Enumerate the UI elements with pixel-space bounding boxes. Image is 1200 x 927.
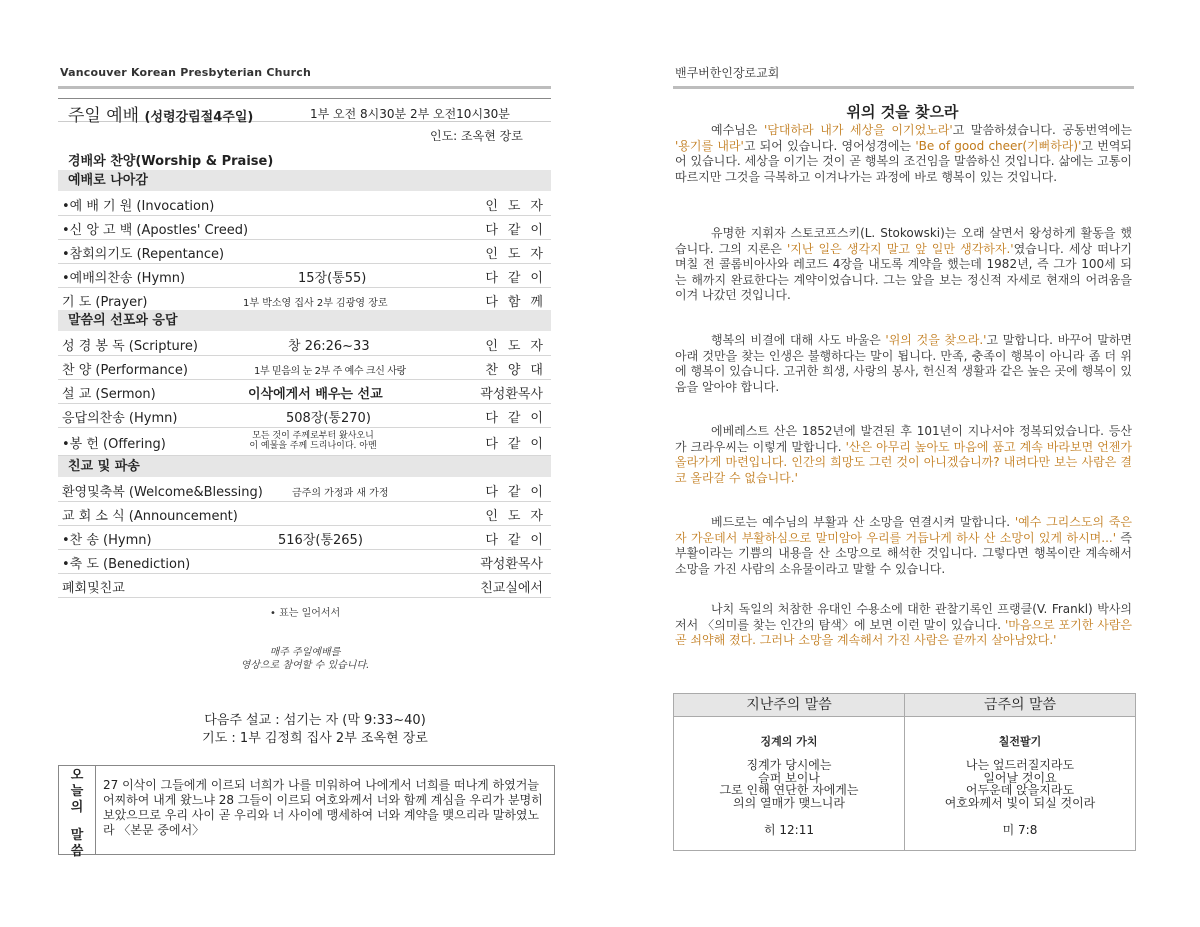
next-sermon: 다음주 설교 : 섬기는 자 (막 9:33~40) [204,713,426,728]
article-paragraph-1: 예수님은 '담대하라 내가 세상을 이기었노라'고 말씀하셨습니다. 공동번역에는 '용기를 내라'고 되어 있습니다. 영어성경에는 'Be of good cheer(기뻐하라)'고 번역되어 있습니다. 세상을 이기는 것이 곧 행복의 조건임을 말씀하신 것입니다. 삶에는 고통이 따르지만 그것을 극복하고 이겨나가는 과정에 바로 행복이 있는 것입니다. [675,123,1133,184]
order-row-hymn-1: •예배의찬송 (Hymn) 15장(통55) 다같이 [58,264,551,288]
last-week-verse-body: 징계가 당시에는 슬퍼 보이나 그로 인해 연단한 자에게는 의의 열매가 맺느니라 [719,758,859,810]
sermon-title: 이삭에게서 배우는 선교 [248,387,383,402]
service-title [68,101,253,126]
order-row-hymn-3: •찬 송 (Hymn) 516장(통265) 다같이 [58,526,551,550]
next-week-info [100,712,530,748]
todays-word-text: 27 이삭이 그들에게 이르되 너희가 나를 미워하여 나에게서 너희를 떠나게 하였거늘 어찌하여 내게 왔느냐 28 그들이 이르되 여호와께서 너와 함께 계심을 우리가 분명히 보았으므로 우리 사이 곧 우리와 너 사이에 맹세하여 너와 계약을 맺으리라 말하였노라 〈본문 중에서〉 [103,778,543,837]
this-week-verse-body: 나는 엎드러질지라도 일어날 것이요 어두운데 앉을지라도 여호와께서 빛이 되실 것이라 [944,758,1096,810]
next-prayer: 기도 : 1부 김정희 집사 2부 조옥현 장로 [202,731,428,746]
video-note: 매주 주일예배를 영상으로 참여할 수 있습니다. [240,647,370,671]
church-name-korean: 밴쿠버한인장로교회 [675,66,780,80]
order-row-invocation: •예 배 기 원 (Invocation) 인도자 [58,192,551,216]
service-subtitle: (성령강림절4주일) [144,110,254,125]
section-worship-praise: 경배와 찬양(Worship & Praise) [68,154,274,169]
this-week-verse-ref: 미 7:8 [1002,823,1038,837]
article-paragraph-4: 에베레스트 산은 1852년에 발견된 후 101년이 지나서야 정복되었습니다. 등산가 크라우씨는 이렇게 말합니다. '산은 아무리 높아도 마음에 품고 계속 바라보면 언젠가 올라가게 마련입니다. 인간의 희망도 그런 것이 아니겠습니까? 내려다만 보는 사람은 결코 올라갈 수 없습니다.' [675,424,1132,485]
last-week-verse-title: 징계의 가치 [760,735,818,748]
order-row-scripture: 성 경 봉 독 (Scripture) 창 26:26~33 인도자 [58,332,551,356]
article-title: 위의 것을 찾으라 [846,103,959,121]
last-week-verse [674,694,905,850]
order-row-announcement: 교 회 소 식 (Announcement) 인도자 [58,502,551,526]
church-name-english: Vancouver Korean Presbyterian Church [60,66,312,79]
order-row-creed: •신 앙 고 백 (Apostles' Creed) 다같이 [58,216,551,240]
order-row-hymn-2: 응답의찬송 (Hymn) 508장(통270) 다같이 [58,404,551,428]
order-row-welcome: 환영및축복 (Welcome&Blessing) 금주의 가정과 새 가정 다같이 [58,478,551,502]
service-times: 1부 오전 8시30분 2부 오전10시30분 [310,107,510,121]
last-week-heading: 지난주의 말씀 [674,694,904,717]
verse-table [673,693,1136,851]
order-row-prayer: 기 도 (Prayer) 1부 박소영 집사 2부 김광영 장로 다함께 [58,288,551,312]
article-paragraph-3: 행복의 비결에 대해 사도 바울은 '위의 것을 찾으라.'고 말합니다. 바꾸어 말하면 아래 것만을 찾는 인생은 불행하다는 말이 됩니다. 만족, 충족이 행복이 아니라 좀 더 위에 행복이 있습니다. 고귀한 희생, 사랑의 봉사, 헌신적 생활과 같은 높은 곳에 행복이 있음을 알아야 합니다. [675,333,1132,394]
right-header-rule [673,86,1134,89]
stand-note: • 표는 일어서서 [270,608,341,619]
section-approach: 예배로 나아감 [58,170,551,191]
article-paragraph-6: 나치 독일의 처참한 유대인 수용소에 대한 관찰기록인 프랭클(V. Frankl) 박사의 저서 〈의미를 찾는 인간의 탐색〉에 보면 이런 말이 있습니다. '마음으로 포기한 사람은 곧 쇠약해 졌다. 그러나 소망을 계속해서 가진 사람은 끝까지 살아남았다.' [675,602,1132,647]
section-fellowship: 친교 및 파송 [58,456,551,477]
todays-word-box [58,765,555,859]
order-row-closing: 폐회및친교 친교실에서 [58,574,551,598]
order-row-performance: 찬 양 (Performance) 1부 믿음의 눈 2부 주 예수 크신 사랑 찬양대 [58,356,551,380]
order-row-benediction: •축 도 (Benediction) 곽성환목사 [58,550,551,574]
order-row-sermon: 설 교 (Sermon) 이삭에게서 배우는 선교 곽성환목사 [58,380,551,404]
this-week-verse [905,694,1135,850]
last-week-verse-ref: 히 12:11 [764,823,814,837]
article-paragraph-2: 유명한 지휘자 스토코프스키(L. Stokowski)는 오래 살면서 왕성하게 활동을 했습니다. 그의 지론은 '지난 일은 생각지 말고 앞 일만 생각하자.'였습니다. 세상 떠나기 며칠 전 콜롬비아사와 레코드 4장을 내도록 계약을 했는데 1982년, 즉 그가 100세 되는 해까지 완료한다는 계약이었습니다. 그는 앞을 보는 정신적 자세로 현재의 어려움을 이겨 나갔던 것입니다. [675,226,1132,302]
service-leader: 인도: 조옥현 장로 [430,129,523,143]
todays-word-label: 오 늘 의 말 씀 [59,766,96,854]
left-header-rule [58,86,551,89]
this-week-heading: 금주의 말씀 [905,694,1135,717]
this-week-verse-title: 칠전팔기 [998,735,1042,748]
service-title-main: 주일 예배 [68,106,140,126]
order-row-repentance: •참회의기도 (Repentance) 인도자 [58,240,551,264]
article-paragraph-5: 베드로는 예수님의 부활과 산 소망을 연결시켜 말합니다. '예수 그리스도의 죽은 자 가운데서 부활하심으로 말미암아 우리를 거듭나게 하사 산 소망이 있게 하시며...' 즉 부활이라는 기쁨의 내용을 산 소망으로 해석한 것입니다. 그렇다면 행복이란 계속해서 소망을 가진 사람의 소유물이라고 말할 수 있습니다. [675,515,1132,576]
order-row-offering: •봉 헌 (Offering) 모든 것이 주께로부터 왔사오니 이 예물을 주께 드리나이다. 아멘 다같이 [58,428,551,456]
section-word-response: 말씀의 선포와 응답 [58,310,551,331]
